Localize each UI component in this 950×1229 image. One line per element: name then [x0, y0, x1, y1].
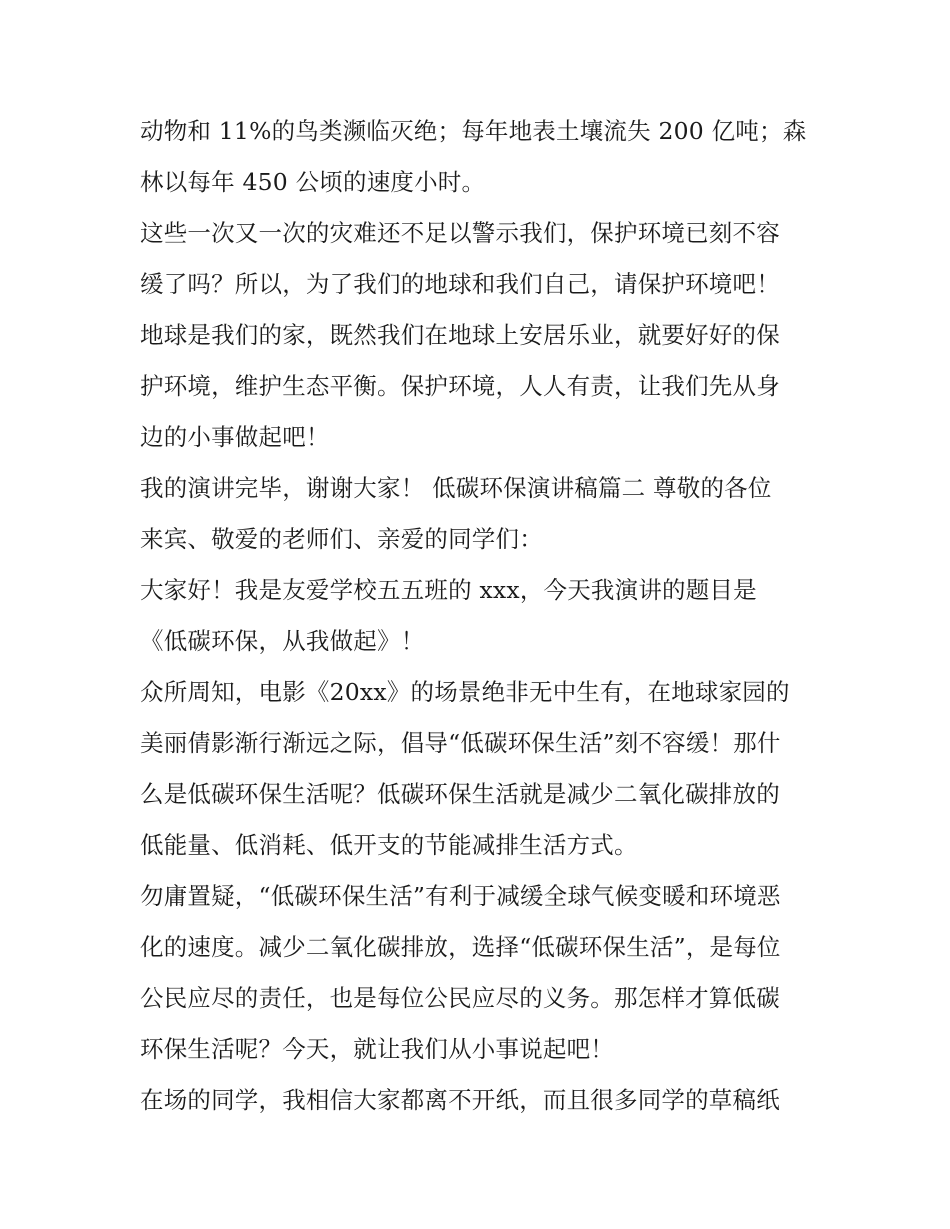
text-line: 护环境，维护生态平衡。保护环境，人人有责，让我们先从身: [140, 372, 780, 400]
text-line: 《低碳环保，从我做起》！: [140, 627, 425, 655]
text-line: 美丽倩影渐行渐远之际，倡导“低碳环保生活”刻不容缓！那什: [140, 729, 781, 757]
text-line: 么是低碳环保生活呢？低碳环保生活就是减少二氧化碳排放的: [140, 780, 780, 808]
text-line: 低能量、低消耗、低开支的节能减排生活方式。: [140, 831, 638, 859]
document-body-text: [140, 106, 820, 1126]
text-line: 在场的同学，我相信大家都离不开纸，而且很多同学的草稿纸: [140, 1086, 780, 1114]
text-line: 来宾、敬爱的老师们、亲爱的同学们：: [140, 525, 543, 553]
text-line: 地球是我们的家，既然我们在地球上安居乐业，就要好好的保: [140, 321, 780, 349]
text-line: 我的演讲完毕，谢谢大家！ 低碳环保演讲稿篇二 尊敬的各位: [140, 474, 772, 502]
text-line: 环保生活呢？今天，就让我们从小事说起吧！: [140, 1035, 614, 1063]
text-line: 化的速度。减少二氧化碳排放，选择“低碳环保生活”，是每位: [140, 933, 781, 961]
text-line: 勿庸置疑，“低碳环保生活”有利于减缓全球气候变暖和环境恶: [140, 882, 781, 910]
text-line: 动物和 11%的鸟类濒临灭绝；每年地表土壤流失 200 亿吨；森: [140, 117, 807, 145]
text-line: 边的小事做起吧！: [140, 423, 330, 451]
text-line: 林以每年 450 公顷的速度小时。: [140, 168, 486, 196]
text-line: 缓了吗？所以，为了我们的地球和我们自己，请保护环境吧！: [140, 270, 780, 298]
text-line: 大家好！我是友爱学校五五班的 xxx，今天我演讲的题目是: [140, 576, 757, 604]
text-line: 这些一次又一次的灾难还不足以警示我们，保护环境已刻不容: [140, 219, 780, 247]
text-line: 公民应尽的责任，也是每位公民应尽的义务。那怎样才算低碳: [140, 984, 780, 1012]
text-line: 众所周知，电影《20xx》的场景绝非无中生有，在地球家园的: [140, 678, 790, 706]
